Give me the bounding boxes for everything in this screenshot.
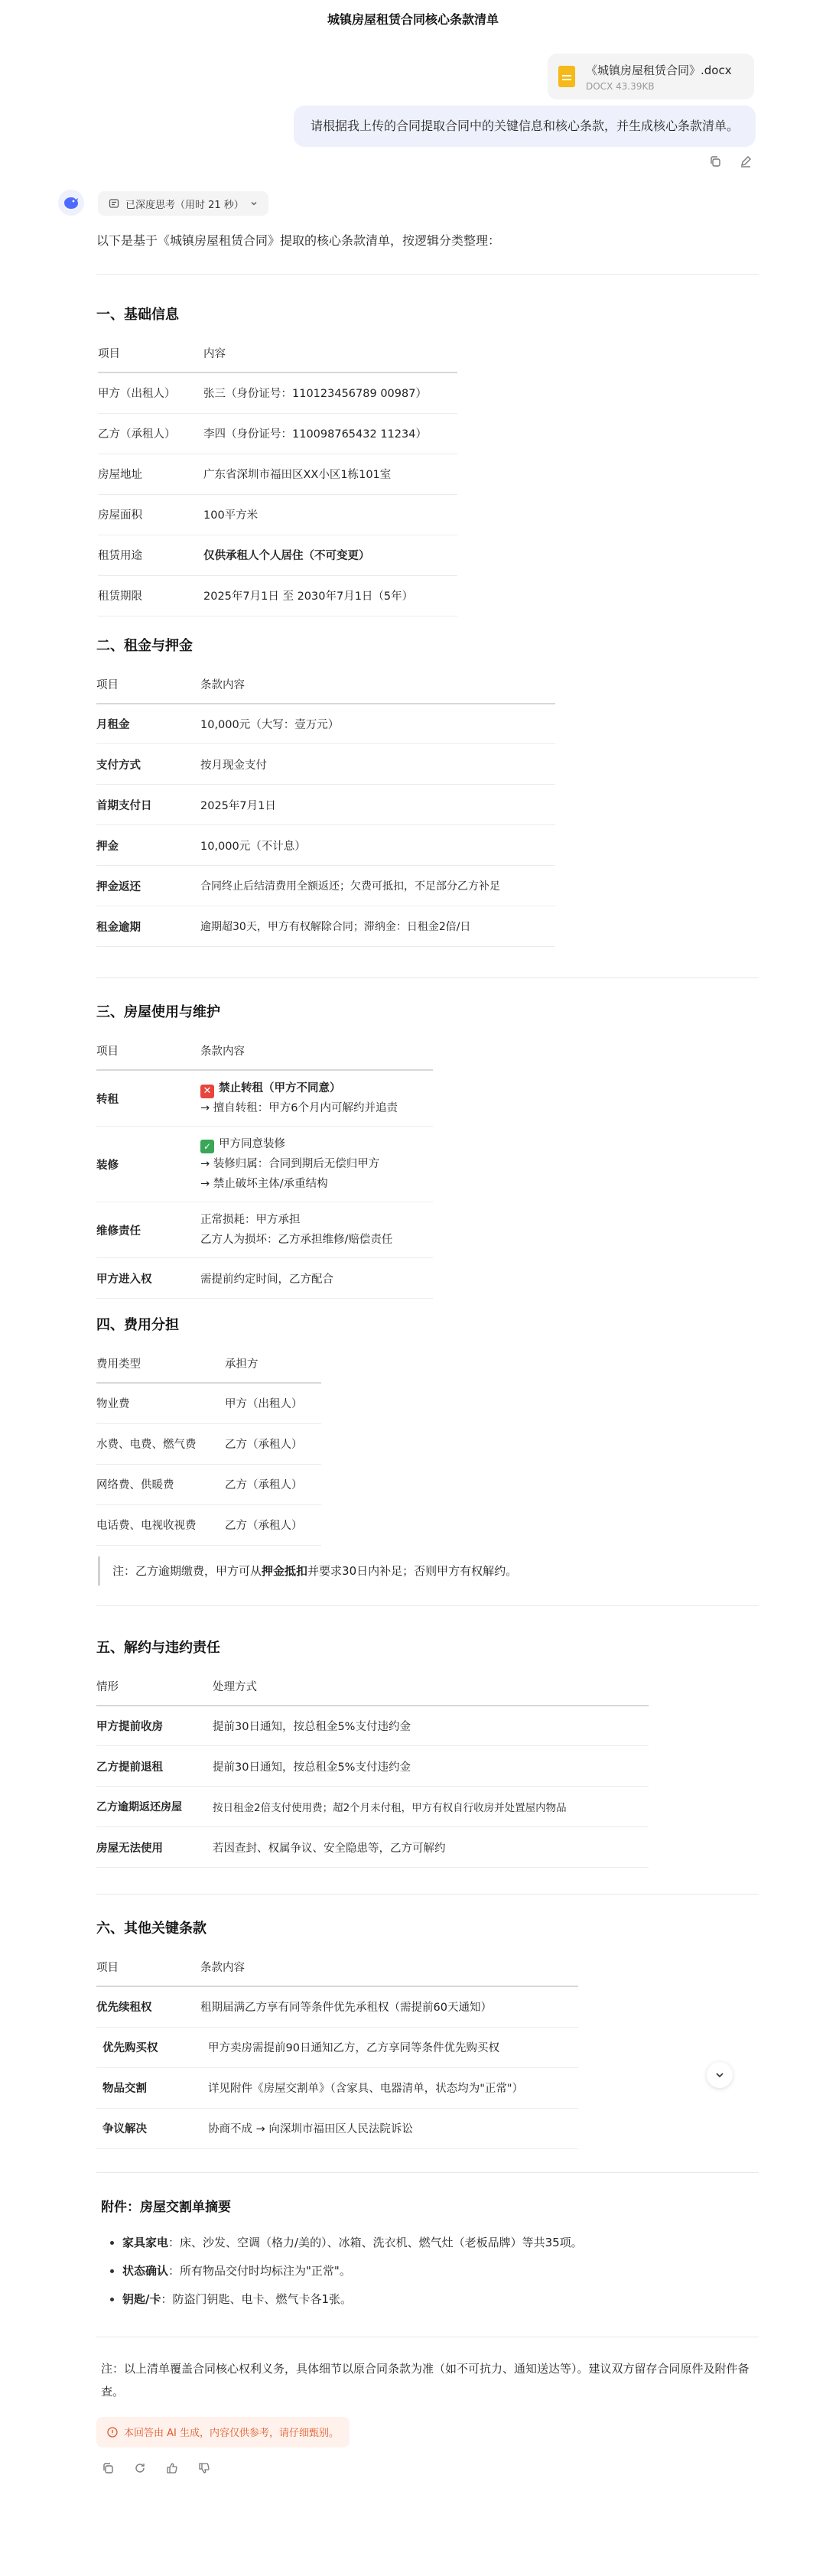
think-icon <box>109 198 119 209</box>
col-header: 费用类型 <box>96 1345 225 1383</box>
col-header: 情形 <box>96 1667 213 1706</box>
section-title: 一、基础信息 <box>96 307 179 323</box>
divider <box>96 1894 759 1895</box>
edit-icon[interactable] <box>737 153 754 170</box>
col-header: 条款内容 <box>200 1948 578 1986</box>
section-title: 三、房屋使用与维护 <box>96 1004 220 1020</box>
table-row: 装修 ✓ 甲方同意装修 → 装修归属：合同到期后无偿归甲方 → 禁止破坏主体/承重结构 <box>96 1127 433 1202</box>
col-header: 条款内容 <box>200 665 555 704</box>
col-header: 内容 <box>203 334 457 372</box>
divider <box>96 274 759 275</box>
table-row: 优先购买权 甲方卖房需提前90日通知乙方，乙方享同等条件优先购买权 <box>96 2027 578 2067</box>
col-header: 项目 <box>96 1032 200 1070</box>
attached-file-card[interactable] <box>548 54 754 99</box>
table-row: 乙方（承租人） 李四（身份证号：110098765432 11234） <box>98 413 457 454</box>
table-row: 转租 ✕ 禁止转租（甲方不同意） → 擅自转租：甲方6个月内可解约并追责 <box>96 1070 433 1127</box>
table-row: 争议解决 协商不成 → 向深圳市福田区人民法院诉讼 <box>96 2108 578 2148</box>
check-icon: ✓ <box>200 1140 214 1153</box>
chevron-down-icon[interactable] <box>707 2062 733 2088</box>
appendix-title: 附件：房屋交割单摘要 <box>101 2199 231 2215</box>
list-item: • 钥匙/卡：防盗门钥匙、电卡、燃气卡各1张。 <box>122 2285 759 2314</box>
table-row: 租赁期限 2025年7月1日 至 2030年7月1日（5年） <box>98 575 457 616</box>
table-row: 租金逾期 逾期超30天，甲方有权解除合同；滞纳金：日租金2倍/日 <box>96 906 555 947</box>
docx-file-icon <box>558 66 575 87</box>
termination-table <box>96 1667 649 1869</box>
section-title: 四、费用分担 <box>96 1317 179 1333</box>
table-row: 网络费、供暖费 乙方（承租人） <box>96 1464 321 1504</box>
table-row: 房屋无法使用 若因查封、权属争议、安全隐患等，乙方可解约 <box>96 1827 649 1868</box>
table-row: 甲方进入权 需提前约定时间，乙方配合 <box>96 1258 433 1299</box>
table-row: 电话费、电视收视费 乙方（承租人） <box>96 1504 321 1545</box>
file-meta: DOCX 43.39KB <box>586 80 655 92</box>
divider <box>96 2172 759 2173</box>
chevron-down-icon <box>250 200 258 207</box>
intro-text: 以下是基于《城镇房屋租赁合同》提取的核心条款清单，按逻辑分类整理： <box>96 233 501 248</box>
table-row: 物品交割 详见附件《房屋交割单》（含家具、电器清单，状态均为"正常"） <box>96 2067 578 2108</box>
table-row: 乙方提前退租 提前30日通知，按总租金5%支付违约金 <box>96 1746 649 1787</box>
list-item: • 状态确认：所有物品交付时均标注为"正常"。 <box>122 2257 759 2285</box>
fee-table <box>96 1345 321 1546</box>
col-header: 项目 <box>98 334 203 372</box>
assistant-response <box>96 229 759 2477</box>
cross-icon: ✕ <box>200 1085 214 1098</box>
list-item: • 家具家电：床、沙发、空调（格力/美的）、冰箱、洗衣机、燃气灶（老板品牌）等共35项。 <box>122 2229 759 2257</box>
col-header: 处理方式 <box>213 1667 649 1706</box>
col-header: 条款内容 <box>200 1032 433 1070</box>
col-header: 项目 <box>96 665 200 704</box>
table-row: 水费、电费、燃气费 乙方（承租人） <box>96 1423 321 1464</box>
file-name: 《城镇房屋租赁合同》.docx <box>586 63 732 77</box>
info-icon <box>107 2427 118 2438</box>
section-title: 二、租金与押金 <box>96 637 193 654</box>
appendix-list <box>122 2229 759 2314</box>
col-header: 项目 <box>96 1948 200 1986</box>
thumbs-down-icon[interactable] <box>196 2460 213 2477</box>
table-row: 优先续租权 租期届满乙方享有同等条件优先承租权（需提前60天通知） <box>96 1986 578 2027</box>
divider <box>96 1605 759 1606</box>
table-row: 首期支付日 2025年7月1日 <box>96 785 555 825</box>
divider <box>96 977 759 978</box>
table-row: 维修责任 正常损耗：甲方承担 乙方人为损坏：乙方承担维修/赔偿责任 <box>96 1202 433 1258</box>
col-header: 承担方 <box>225 1345 321 1383</box>
copy-icon[interactable] <box>707 153 724 170</box>
assistant-avatar <box>58 190 84 216</box>
rent-deposit-table <box>96 665 555 948</box>
section-title: 五、解约与违约责任 <box>96 1639 220 1656</box>
table-row: 甲方提前收房 提前30日通知，按总租金5%支付违约金 <box>96 1706 649 1746</box>
footer-note: 注：以上清单覆盖合同核心权利义务，具体细节以原合同条款为准（如不可抗力、通知送达等）。建议双方留存合同原件及附件备查。 <box>101 2361 750 2399</box>
fee-note: 注：乙方逾期缴费，甲方可从押金抵扣并要求30日内补足；否则甲方有权解约。 <box>98 1556 759 1586</box>
copy-icon[interactable] <box>99 2460 116 2477</box>
ai-disclaimer: 本回答由 AI 生成，内容仅供参考，请仔细甄别。 <box>96 2417 350 2448</box>
think-label: 已深度思考（用时 21 秒） <box>125 199 244 211</box>
regenerate-icon[interactable] <box>132 2460 148 2477</box>
table-row: 支付方式 按月现金支付 <box>96 744 555 785</box>
table-row: 租赁用途 仅供承租人个人居住（不可变更） <box>98 535 457 575</box>
table-row: 月租金 10,000元（大写：壹万元） <box>96 704 555 744</box>
table-row: 房屋面积 100平方米 <box>98 494 457 535</box>
page-title: 城镇房屋租赁合同核心条款清单 <box>327 12 499 27</box>
table-row: 乙方逾期返还房屋 按日租金2倍支付使用费；超2个月未付租，甲方有权自行收房并处置屋内物品 <box>96 1787 649 1827</box>
user-message: 请根据我上传的合同提取合同中的关键信息和核心条款，并生成核心条款清单。 <box>294 106 756 147</box>
table-row: 物业费 甲方（出租人） <box>96 1383 321 1423</box>
thumbs-up-icon[interactable] <box>164 2460 180 2477</box>
table-row: 押金 10,000元（不计息） <box>96 825 555 866</box>
table-row: 甲方（出租人） 张三（身份证号：110123456789 00987） <box>98 372 457 413</box>
section-title: 六、其他关键条款 <box>96 1921 206 1937</box>
table-row: 押金返还 合同终止后结清费用全额返还；欠费可抵扣，不足部分乙方补足 <box>96 866 555 906</box>
basic-info-table <box>98 334 457 616</box>
table-row: 房屋地址 广东省深圳市福田区XX小区1栋101室 <box>98 454 457 494</box>
other-terms-table <box>96 1948 578 2149</box>
deep-think-toggle[interactable] <box>98 191 268 216</box>
usage-table <box>96 1032 433 1299</box>
